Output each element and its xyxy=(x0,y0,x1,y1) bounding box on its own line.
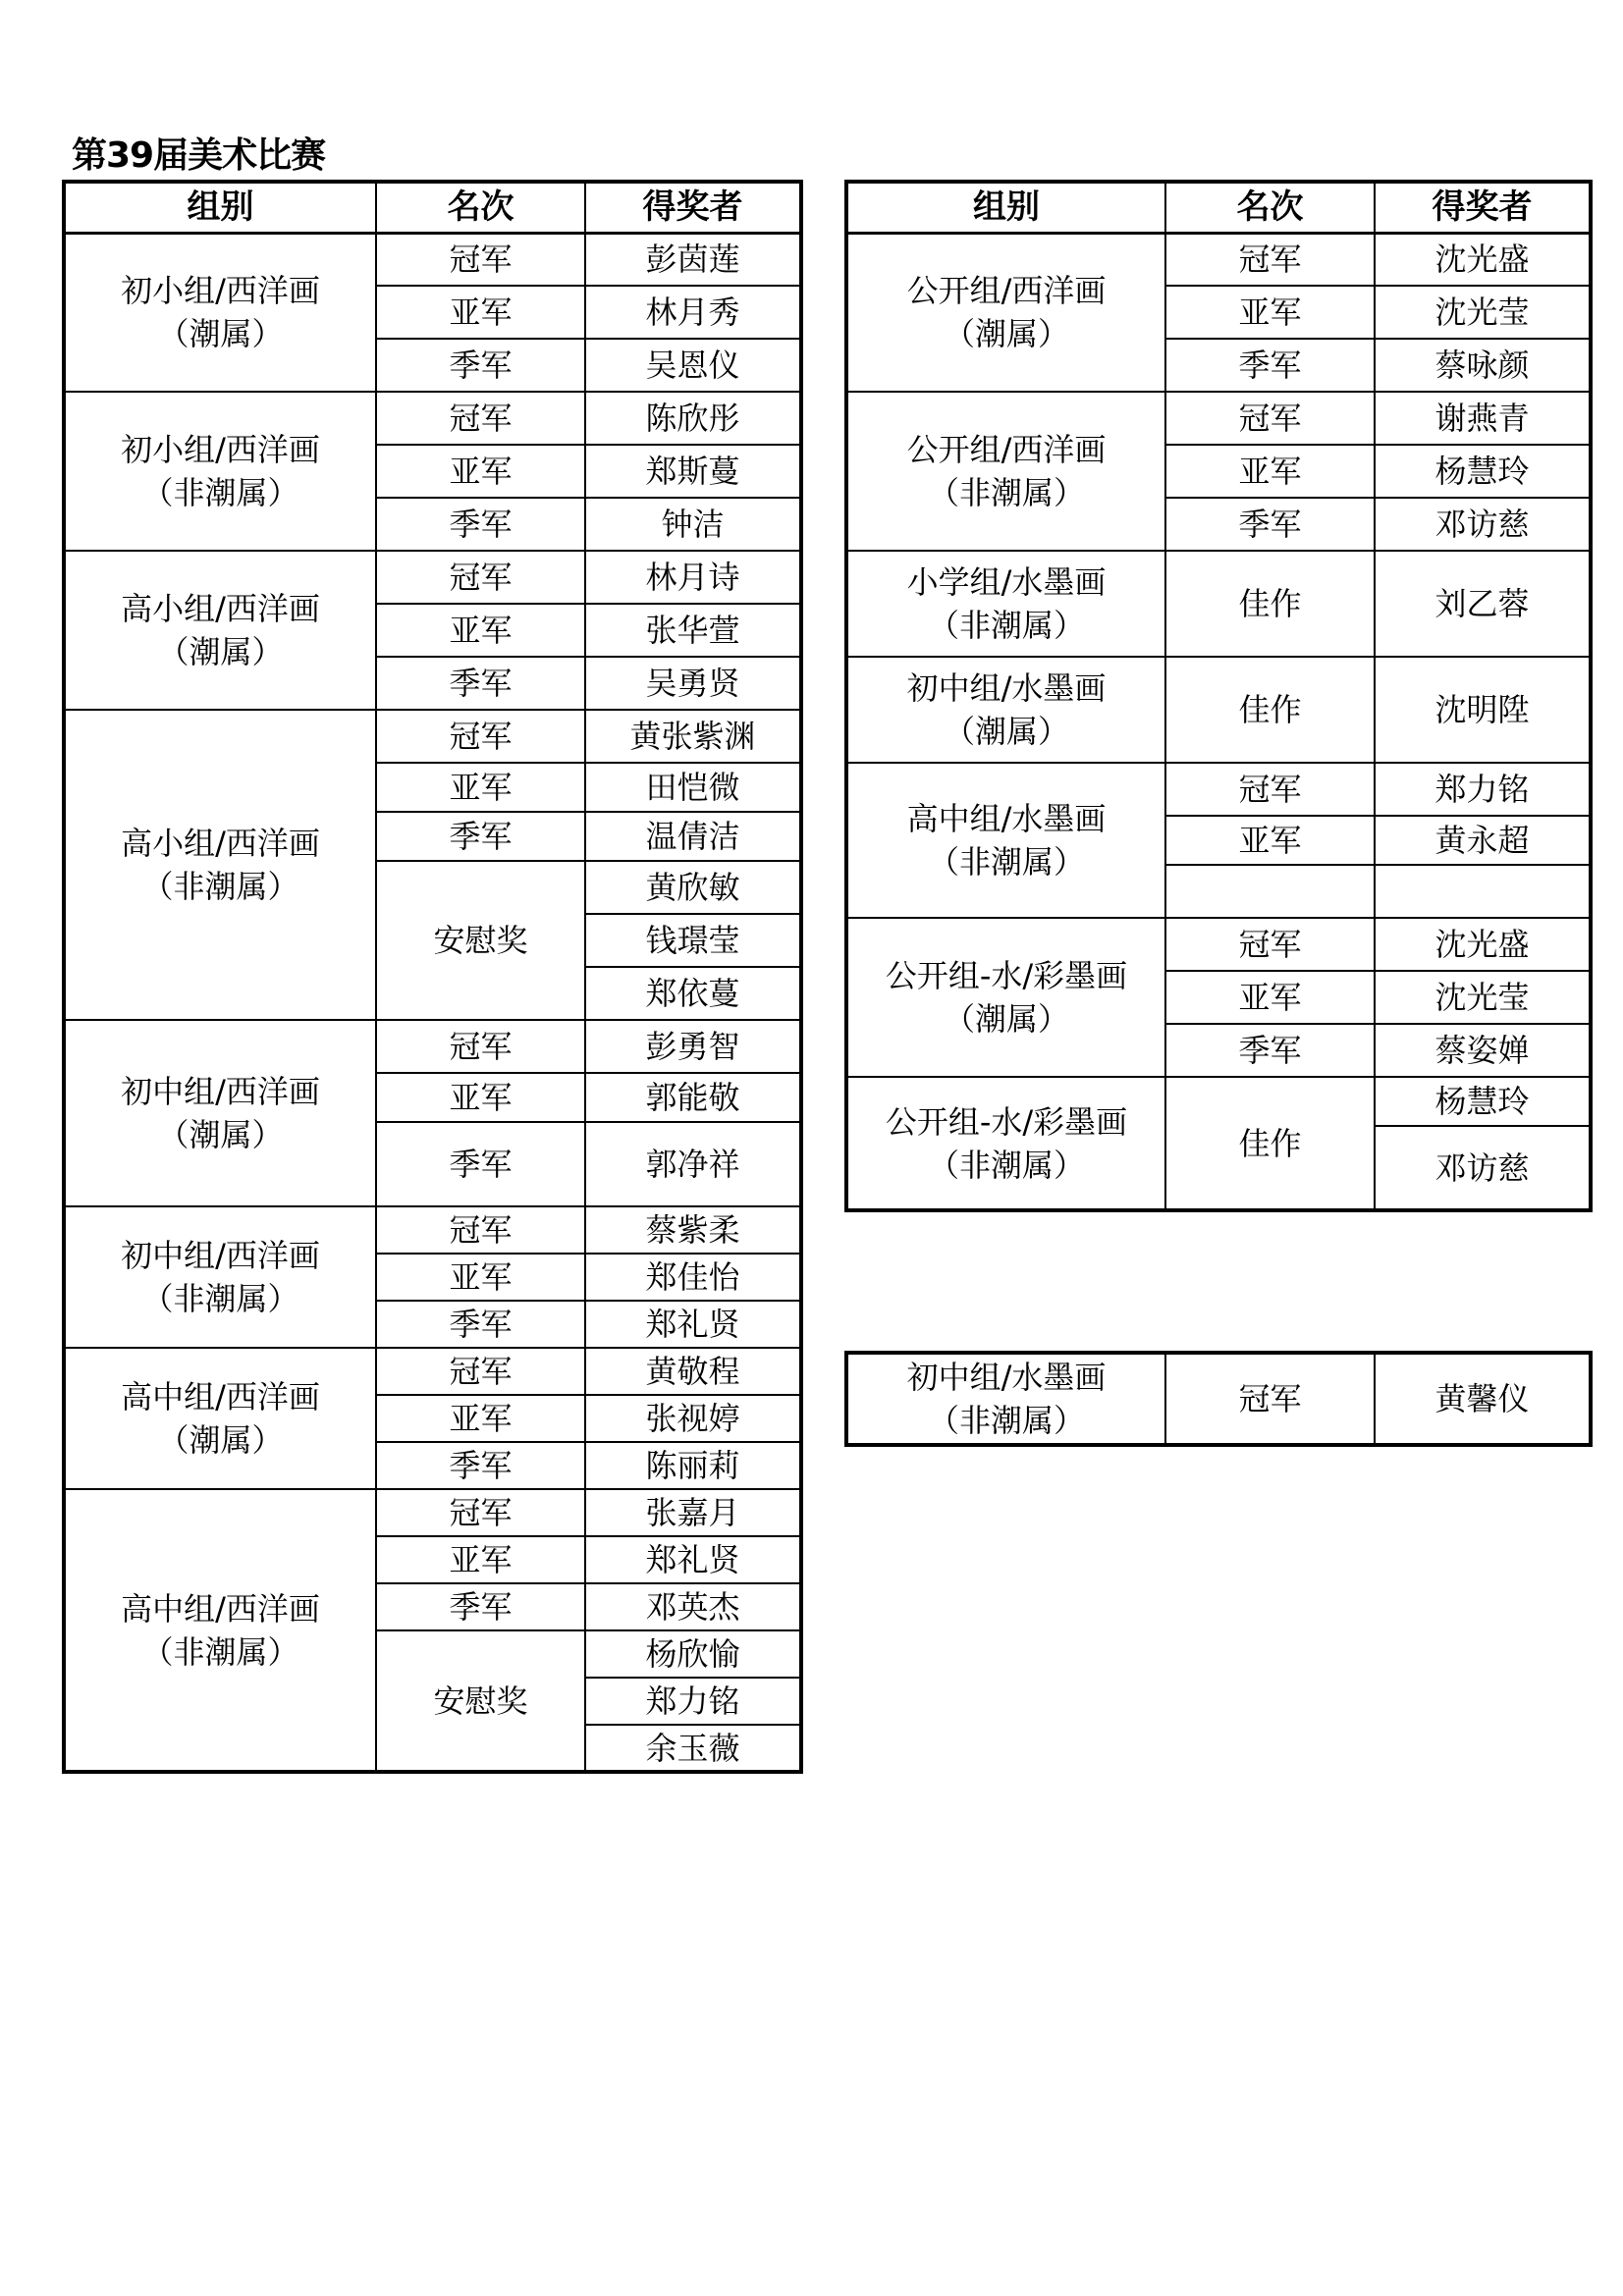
group-cell: 高中组/水墨画 （非潮属） xyxy=(846,763,1165,918)
rank-cell: 冠军 xyxy=(1165,1353,1375,1445)
table-row xyxy=(64,1020,801,1073)
group-cell: 小学组/水墨画 （非潮属） xyxy=(846,551,1165,657)
winner-cell: 蔡咏颜 xyxy=(1375,339,1591,392)
header-group: 组别 xyxy=(64,182,376,233)
winner-cell: 沈明陞 xyxy=(1375,657,1591,763)
rank-cell: 冠军 xyxy=(376,1020,585,1073)
winner-cell: 陈欣彤 xyxy=(585,392,801,445)
winner-cell: 黄张紫渊 xyxy=(585,710,801,763)
winner-cell: 陈丽莉 xyxy=(585,1442,801,1489)
rank-cell: 季军 xyxy=(376,812,585,861)
table-row xyxy=(846,1353,1591,1445)
winner-cell: 邓访慈 xyxy=(1375,498,1591,551)
winner-cell: 黄敬程 xyxy=(585,1348,801,1395)
awards-table-left xyxy=(62,180,803,1774)
winner-cell: 沈光莹 xyxy=(1375,971,1591,1024)
header-winner: 得奖者 xyxy=(585,182,801,233)
winner-cell: 吴恩仪 xyxy=(585,339,801,392)
winner-cell: 黄馨仪 xyxy=(1375,1353,1591,1445)
winner-cell: 林月诗 xyxy=(585,551,801,604)
rank-cell: 佳作 xyxy=(1165,1077,1375,1210)
table-row xyxy=(64,710,801,763)
winner-cell: 郑斯蔓 xyxy=(585,445,801,498)
winner-cell: 彭茵莲 xyxy=(585,233,801,286)
rank-cell: 亚军 xyxy=(376,604,585,657)
group-cell: 初小组/西洋画 （潮属） xyxy=(64,233,376,392)
table-row xyxy=(64,1206,801,1254)
header-group: 组别 xyxy=(846,182,1165,233)
rank-cell: 季军 xyxy=(1165,498,1375,551)
rank-cell: 安慰奖 xyxy=(376,1630,585,1772)
page-title: 第39届美术比赛 xyxy=(72,135,326,176)
rank-cell: 冠军 xyxy=(1165,233,1375,286)
table-row xyxy=(846,1077,1591,1126)
group-cell: 高中组/西洋画 （非潮属） xyxy=(64,1489,376,1772)
header-rank: 名次 xyxy=(376,182,585,233)
rank-cell: 亚军 xyxy=(376,1254,585,1301)
rank-cell: 冠军 xyxy=(376,1206,585,1254)
rank-cell: 季军 xyxy=(376,1122,585,1206)
rank-cell: 冠军 xyxy=(376,710,585,763)
winner-cell: 蔡姿婵 xyxy=(1375,1024,1591,1077)
rank-cell: 亚军 xyxy=(376,286,585,339)
rank-cell: 亚军 xyxy=(376,445,585,498)
rank-cell: 亚军 xyxy=(1165,816,1375,865)
winner-cell: 彭勇智 xyxy=(585,1020,801,1073)
group-cell: 高小组/西洋画 （非潮属） xyxy=(64,710,376,1020)
rank-cell: 冠军 xyxy=(376,233,585,286)
rank-cell: 季军 xyxy=(1165,339,1375,392)
awards-table-right xyxy=(844,180,1593,1212)
winner-cell: 黄欣敏 xyxy=(585,861,801,914)
rank-cell: 冠军 xyxy=(376,1489,585,1536)
winner-cell: 邓访慈 xyxy=(1375,1126,1591,1210)
rank-cell: 冠军 xyxy=(376,392,585,445)
rank-cell: 季军 xyxy=(376,498,585,551)
rank-cell: 冠军 xyxy=(1165,763,1375,816)
winner-cell: 张华萱 xyxy=(585,604,801,657)
rank-cell: 季军 xyxy=(376,657,585,710)
winner-cell: 张嘉月 xyxy=(585,1489,801,1536)
winner-cell: 余玉薇 xyxy=(585,1725,801,1772)
winner-cell: 黄永超 xyxy=(1375,816,1591,865)
winner-cell: 郑依蔓 xyxy=(585,967,801,1020)
rank-cell: 亚军 xyxy=(1165,286,1375,339)
winner-cell: 郑礼贤 xyxy=(585,1301,801,1348)
table-row xyxy=(846,763,1591,816)
rank-cell: 冠军 xyxy=(376,1348,585,1395)
winner-cell: 谢燕青 xyxy=(1375,392,1591,445)
rank-cell xyxy=(1165,865,1375,918)
rank-cell: 亚军 xyxy=(1165,445,1375,498)
group-cell: 初中组/水墨画 （潮属） xyxy=(846,657,1165,763)
winner-cell xyxy=(1375,865,1591,918)
group-cell: 初小组/西洋画 （非潮属） xyxy=(64,392,376,551)
winner-cell: 杨慧玲 xyxy=(1375,445,1591,498)
winner-cell: 刘乙蓉 xyxy=(1375,551,1591,657)
winner-cell: 沈光盛 xyxy=(1375,233,1591,286)
table-row xyxy=(64,233,801,286)
table-row xyxy=(64,1348,801,1395)
winner-cell: 沈光莹 xyxy=(1375,286,1591,339)
winner-cell: 郑力铭 xyxy=(1375,763,1591,816)
rank-cell: 佳作 xyxy=(1165,657,1375,763)
rank-cell: 亚军 xyxy=(1165,971,1375,1024)
rank-cell: 季军 xyxy=(1165,1024,1375,1077)
group-cell: 公开组-水/彩墨画 （潮属） xyxy=(846,918,1165,1077)
winner-cell: 郑礼贤 xyxy=(585,1536,801,1583)
rank-cell: 亚军 xyxy=(376,763,585,812)
table-row xyxy=(64,1489,801,1536)
table-row xyxy=(64,551,801,604)
rank-cell: 亚军 xyxy=(376,1395,585,1442)
winner-cell: 邓英杰 xyxy=(585,1583,801,1630)
rank-cell: 亚军 xyxy=(376,1536,585,1583)
rank-cell: 亚军 xyxy=(376,1073,585,1122)
rank-cell: 冠军 xyxy=(376,551,585,604)
winner-cell: 郑力铭 xyxy=(585,1678,801,1725)
winner-cell: 钱璟莹 xyxy=(585,914,801,967)
rank-cell: 冠军 xyxy=(1165,918,1375,971)
rank-cell: 季军 xyxy=(376,339,585,392)
winner-cell: 蔡紫柔 xyxy=(585,1206,801,1254)
winner-cell: 张视婷 xyxy=(585,1395,801,1442)
rank-cell: 季军 xyxy=(376,1583,585,1630)
group-cell: 初中组/水墨画 （非潮属） xyxy=(846,1353,1165,1445)
table-row xyxy=(846,657,1591,763)
winner-cell: 郭能敬 xyxy=(585,1073,801,1122)
rank-cell: 佳作 xyxy=(1165,551,1375,657)
table-row xyxy=(846,392,1591,445)
winner-cell: 沈光盛 xyxy=(1375,918,1591,971)
winner-cell: 钟洁 xyxy=(585,498,801,551)
winner-cell: 林月秀 xyxy=(585,286,801,339)
winner-cell: 杨慧玲 xyxy=(1375,1077,1591,1126)
winner-cell: 郑佳怡 xyxy=(585,1254,801,1301)
rank-cell: 季军 xyxy=(376,1301,585,1348)
group-cell: 公开组/西洋画 （非潮属） xyxy=(846,392,1165,551)
group-cell: 高小组/西洋画 （潮属） xyxy=(64,551,376,710)
winner-cell: 温倩洁 xyxy=(585,812,801,861)
awards-table-extra xyxy=(844,1351,1593,1447)
table-row xyxy=(846,551,1591,657)
group-cell: 高中组/西洋画 （潮属） xyxy=(64,1348,376,1489)
table-row xyxy=(64,392,801,445)
winner-cell: 田恺微 xyxy=(585,763,801,812)
header-rank: 名次 xyxy=(1165,182,1375,233)
table-row xyxy=(846,918,1591,971)
group-cell: 初中组/西洋画 （潮属） xyxy=(64,1020,376,1206)
group-cell: 公开组/西洋画 （潮属） xyxy=(846,233,1165,392)
winner-cell: 郭净祥 xyxy=(585,1122,801,1206)
table-row xyxy=(846,233,1591,286)
rank-cell: 季军 xyxy=(376,1442,585,1489)
winner-cell: 吴勇贤 xyxy=(585,657,801,710)
group-cell: 初中组/西洋画 （非潮属） xyxy=(64,1206,376,1348)
winner-cell: 杨欣愉 xyxy=(585,1630,801,1678)
header-winner: 得奖者 xyxy=(1375,182,1591,233)
rank-cell: 安慰奖 xyxy=(376,861,585,1020)
rank-cell: 冠军 xyxy=(1165,392,1375,445)
group-cell: 公开组-水/彩墨画 （非潮属） xyxy=(846,1077,1165,1210)
